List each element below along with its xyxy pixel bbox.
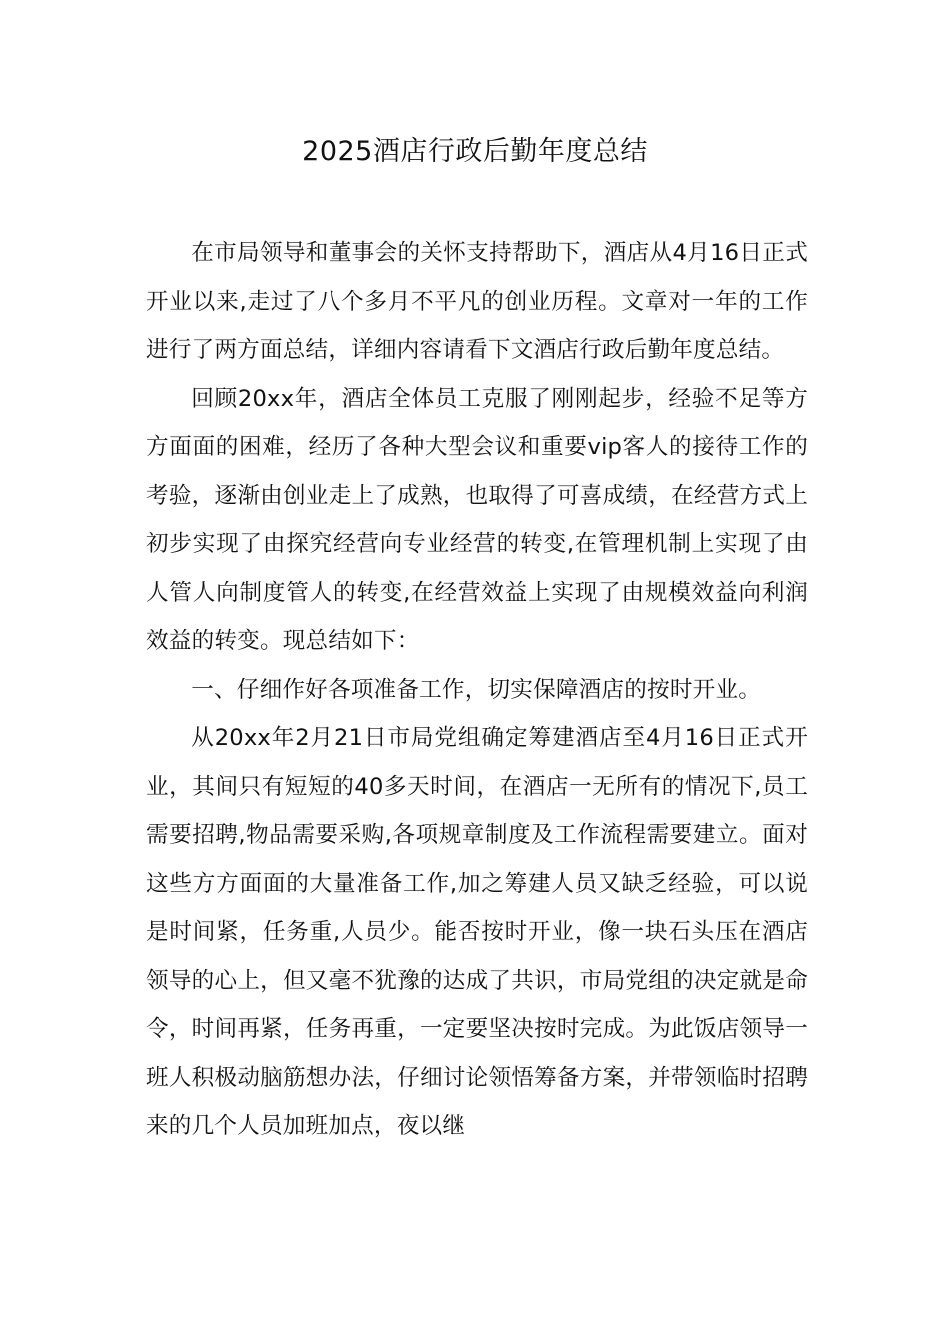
document-body <box>146 229 808 1151</box>
paragraph-preparation: 从20xx年2月21日市局党组确定筹建酒店至4月16日正式开业，其间只有短短的40多天时间，在酒店一无所有的情况下,员工需要招聘,物品需要采购,各项规章制度及工作流程需要建立。面对这些方方面面的大量准备工作,加之筹建人员又缺乏经验，可以说是时间紧，任务重,人员少。能否按时开业，像一块石头压在酒店领导的心上，但又毫不犹豫的达成了共识，市局党组的决定就是命令，时间再紧，任务再重，一定要坚决按时完成。为此饭店领导一班人积极动脑筋想办法，仔细讨论领悟筹备方案，并带领临时招聘来的几个人员加班加点，夜以继 <box>146 725 808 1139</box>
paragraph-intro: 在市局领导和董事会的关怀支持帮助下，酒店从4月16日正式开业以来,走过了八个多月不平凡的创业历程。文章对一年的工作进行了两方面总结，详细内容请看下文酒店行政后勤年度总结。 <box>146 240 808 363</box>
section-heading-1: 一、仔细作好各项准备工作，切实保障酒店的按时开业。 <box>191 676 762 703</box>
paragraph-review: 回顾20xx年，酒店全体员工克服了刚刚起步，经验不足等方方面面的困难，经历了各种大型会议和重要vip客人的接待工作的考验，逐渐由创业走上了成熟，也取得了可喜成绩，在经营方式上初步实现了由探究经营向专业经营的转变,在管理机制上实现了由人管人向制度管人的转变,在经营效益上实现了由规模效益向利润效益的转变。现总结如下： <box>146 385 808 654</box>
document-title: 2025酒店行政后勤年度总结 <box>302 136 648 167</box>
